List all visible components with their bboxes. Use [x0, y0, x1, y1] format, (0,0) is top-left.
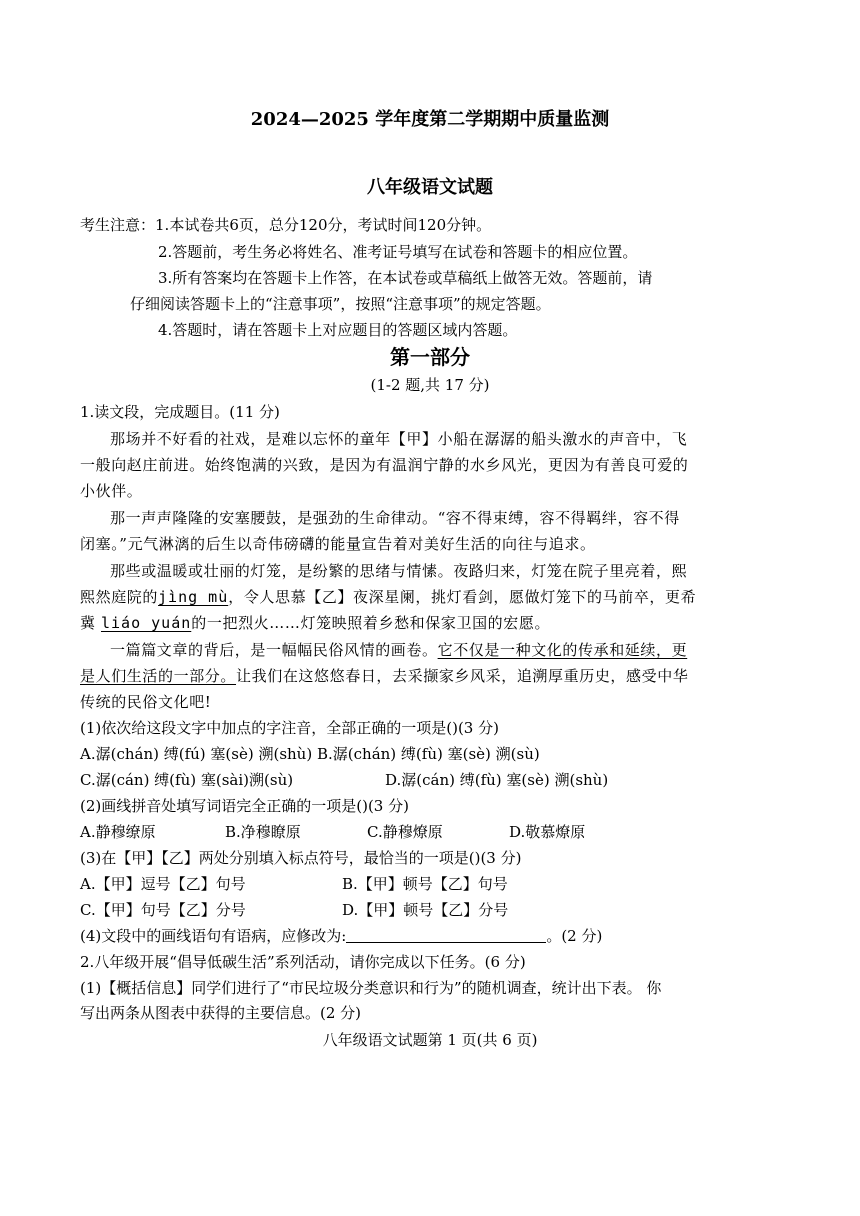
sub-question-4 — [80, 926, 602, 946]
question-2-sub-1-line-2: 写出两条从图表中获得的主要信息。(2 分) — [80, 1004, 362, 1022]
notice-item-3-cont: 仔细阅读答题卡上的“注意事项”，按照“注意事项”的规定答题。 — [130, 295, 551, 313]
passage-p1-line-3: 小伙伴。 — [80, 482, 143, 500]
answer-blank — [346, 926, 546, 943]
notice-item-3: 3.所有答案均在答题卡上作答，在本试卷或草稿纸上做答无效。答题前，请 — [158, 269, 653, 287]
passage-p2-line-1: 那一声声隆隆的安塞腰鼓，是强劲的生命律动。“容不得束缚，容不得羁绊，容不得 — [110, 509, 680, 527]
passage-p2-line-2: 闭塞。”元气淋漓的后生以奇伟磅礴的能量宣告着对美好生活的向往与追求。 — [80, 535, 596, 553]
passage-text: 熙然庭院的 — [80, 588, 159, 606]
notice-item-4: 4.答题时，请在答题卡上对应题目的答题区域内答题。 — [158, 321, 518, 339]
sub-question-2-options — [80, 822, 585, 842]
passage-p3-line-2 — [80, 587, 696, 607]
option-c: C.潺(cán) 缚(fù) 塞(sài)溯(sù) — [80, 771, 294, 789]
passage-text: 让我们在这悠悠春日，去采撷家乡风采，追溯厚重历史，感受中华 — [236, 667, 689, 685]
part-heading: 第一部分 — [390, 345, 470, 369]
sub-question-1-stem: (1)依次给这段文字中加点的字注音，全部正确的一项是()(3 分) — [80, 719, 499, 737]
passage-p1-line-2: 一般向赵庄前进。始终饱满的兴致，是因为有温润宁静的水乡风光，更因为有善良可爱的 — [80, 456, 689, 474]
question-1-stem: 1.读文段，完成题目。(11 分) — [80, 403, 280, 421]
option-c: C.【甲】句号【乙】分号 — [80, 901, 246, 919]
option-b: B.净穆瞭原 — [225, 823, 301, 841]
option-d: D.潺(cán) 缚(fù) 塞(sè) 溯(shù) — [385, 771, 609, 789]
sub-question-1-options-ab — [80, 744, 540, 764]
sub-question-3-stem: (3)在【甲】【乙】两处分别填入标点符号，最恰当的一项是()(3 分) — [80, 849, 522, 867]
exam-subtitle: 八年级语文试题 — [367, 177, 493, 198]
notice-line-1 — [80, 215, 491, 235]
passage-text: ，令人思慕【乙】夜深星阑，挑灯看剑，愿做灯笼下的马前卒，更希 — [228, 588, 697, 606]
passage-p4-line-3: 传统的民俗文化吧! — [80, 693, 212, 711]
exam-title: 2024—2025 学年度第二学期期中质量监测 — [250, 109, 610, 130]
part-range: (1-2 题,共 17 分) — [370, 376, 490, 394]
sub-question-2-stem: (2)画线拼音处填写词语完全正确的一项是()(3 分) — [80, 797, 409, 815]
notice-label: 考生注意： — [80, 216, 156, 234]
passage-p1-line-1: 那场并不好看的社戏，是难以忘怀的童年【甲】小船在潺潺的船头激水的声音中，飞 — [110, 430, 688, 448]
sub-question-4-points: 。(2 分) — [546, 927, 603, 945]
passage-p3-line-1: 那些或温暖或壮丽的灯笼，是纷繁的思绪与情愫。夜路归来，灯笼在院子里亮着，熙 — [110, 562, 688, 580]
option-a: A.【甲】逗号【乙】句号 — [80, 875, 246, 893]
option-c: C.静穆燎原 — [367, 823, 443, 841]
passage-text: 冀 — [80, 614, 96, 632]
question-2-sub-1-line-1: (1)【概括信息】同学们进行了“市民垃圾分类意识和行为”的随机调查，统计出下表。 你 — [80, 979, 662, 997]
sub-question-3-options-ab — [80, 874, 508, 894]
passage-p4-line-2 — [80, 666, 688, 686]
option-d: D.【甲】顿号【乙】分号 — [342, 901, 509, 919]
sub-question-1-options-cd — [80, 770, 608, 790]
notice-item-1: 1.本试卷共6页，总分120分，考试时间120分钟。 — [155, 216, 492, 234]
notice-item-2: 2.答题前，考生务必将姓名、准考证号填写在试卷和答题卡的相应位置。 — [158, 243, 638, 261]
underlined-sentence-part-1: 它不仅是一种文化的传承和延续，更 — [437, 641, 688, 659]
passage-p3-line-3 — [80, 613, 550, 633]
question-2-stem: 2.八年级开展“倡导低碳生活”系列活动，请你完成以下任务。(6 分) — [80, 953, 526, 971]
passage-text: 的一把烈火……灯笼映照着乡愁和保家卫国的宏愿。 — [191, 614, 551, 632]
passage-p4-line-1 — [110, 640, 687, 660]
option-a: A.潺(chán) 缚(fú) 塞(sè) 溯(shù) — [80, 745, 313, 763]
sub-question-4-stem: (4)文段中的画线语句有语病，应修改为: — [80, 927, 347, 945]
pinyin-blank-1: jìng mù — [158, 588, 229, 606]
sub-question-3-options-cd — [80, 900, 508, 920]
pinyin-blank-2: liáo yuán — [100, 614, 192, 632]
option-b: B.潺(chán) 缚(fù) 塞(sè) 溯(sù) — [316, 745, 540, 763]
page-footer: 八年级语文试题第 1 页(共 6 页) — [322, 1031, 538, 1049]
underlined-sentence-part-2: 是人们生活的一部分。 — [80, 667, 237, 685]
passage-text: 一篇篇文章的背后，是一幅幅民俗风情的画卷。 — [110, 641, 438, 659]
option-a: A.静穆缭原 — [80, 823, 156, 841]
option-d: D.敬慕燎原 — [509, 823, 586, 841]
option-b: B.【甲】顿号【乙】句号 — [342, 875, 508, 893]
